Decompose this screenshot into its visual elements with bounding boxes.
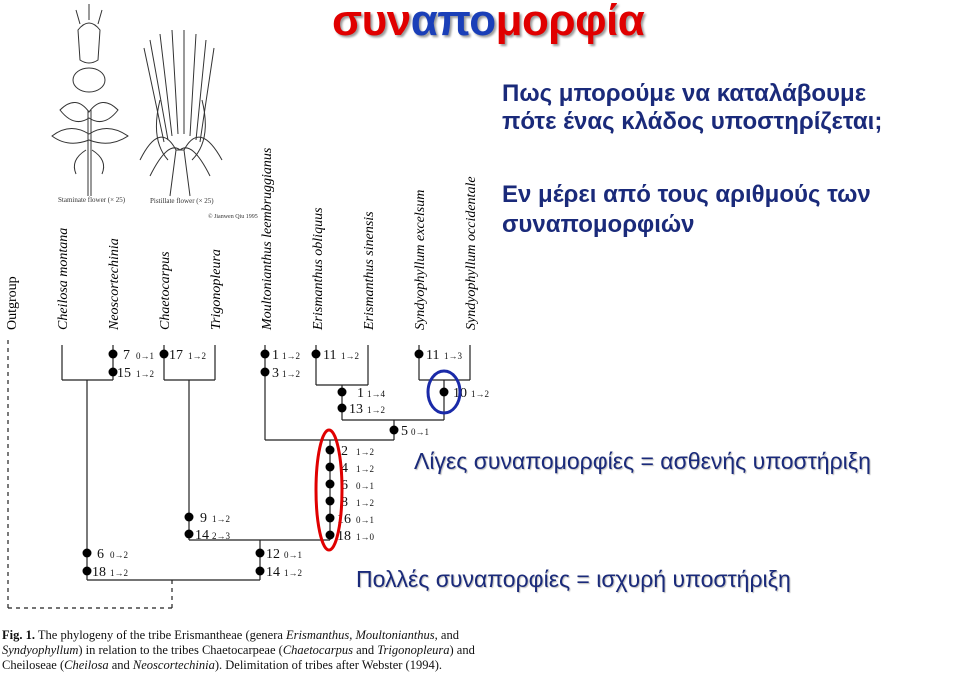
char-number: 7 <box>123 348 130 363</box>
char-number: 16 <box>337 512 351 527</box>
char-number: 14 <box>266 565 280 580</box>
char-transition: 1→2 <box>341 351 359 361</box>
taxon-erismanthus-obliquus: Erismanthus obliquus <box>311 207 326 330</box>
marker <box>326 497 335 506</box>
marker <box>83 567 92 576</box>
taxon-outgroup: Outgroup <box>5 276 20 330</box>
answer-line-2: συναπομορφιών <box>502 211 695 238</box>
char-number: 10 <box>453 386 467 401</box>
caption-genus: Neoscortechinia <box>132 658 215 672</box>
char-number: 3 <box>272 366 279 381</box>
taxon-syndyophyllum-occidentale: Syndyophyllum occidentale <box>464 176 479 330</box>
char-number: 8 <box>341 495 348 510</box>
strong-support-text: Πολλές συναπορφίες = ισχυρή υποστήριξη <box>356 566 791 592</box>
marker <box>338 404 347 413</box>
taxon-cheilosa-montana: Cheilosa montana <box>56 227 71 330</box>
marker <box>185 513 194 522</box>
char-number: 6 <box>97 547 104 562</box>
char-transition: 1→3 <box>444 351 462 361</box>
marker <box>83 549 92 558</box>
char-transition: 1→2 <box>284 568 302 578</box>
char-transition: 1→2 <box>471 389 489 399</box>
marker <box>326 463 335 472</box>
question-line-1: Πως μπορούμε να καταλάβουμε <box>502 80 867 107</box>
char-transition: 1→2 <box>356 464 374 474</box>
char-transition: 1→2 <box>282 369 300 379</box>
char-number: 18 <box>92 565 106 580</box>
char-transition: 1→2 <box>282 351 300 361</box>
title-part-apo: απο <box>410 0 496 45</box>
title-part-morphia: μορφία <box>495 0 645 45</box>
char-transition: 1→0 <box>356 532 374 542</box>
figure-caption <box>2 628 502 673</box>
caption-fig-label: Fig. 1. <box>2 628 35 642</box>
char-number: 1 <box>357 386 364 401</box>
taxon-syndyophyllum-excelsum: Syndyophyllum excelsum <box>413 189 428 330</box>
caption-text: and <box>437 628 459 642</box>
marker <box>185 530 194 539</box>
char-transition: 1→2 <box>212 514 230 524</box>
char-number: 11 <box>323 348 337 363</box>
caption-genus: Trigonopleura <box>377 643 450 657</box>
taxon-trigonopleura: Trigonopleura <box>209 249 224 330</box>
char-number: 4 <box>341 461 348 476</box>
char-number: 15 <box>117 366 131 381</box>
char-number: 9 <box>200 511 207 526</box>
char-number: 11 <box>426 348 440 363</box>
marker <box>256 549 265 558</box>
char-transition: 1→2 <box>188 351 206 361</box>
marker <box>326 514 335 523</box>
caption-text: ) in relation to the tribes Chaetocarpeae ( <box>78 643 283 657</box>
answer-line-1: Εν μέρει από τους αριθμούς των <box>502 181 871 208</box>
marker <box>415 350 424 359</box>
caption-text: and <box>352 643 378 657</box>
caption-genus: Syndyophyllum <box>2 643 79 657</box>
caption-text: ) and Cheiloseae ( <box>2 643 475 672</box>
pistillate-flower-drawing <box>140 30 222 196</box>
caption-text: ). Delimitation of tribes after Webster (1994). <box>214 658 443 672</box>
char-number: 5 <box>401 424 408 439</box>
title-part-syn: συν <box>332 0 411 45</box>
marker <box>261 350 270 359</box>
char-number: 1 <box>272 348 279 363</box>
char-number: 18 <box>337 529 351 544</box>
char-transition: 1→2 <box>110 568 128 578</box>
char-number: 13 <box>349 402 363 417</box>
caption-text: The phylogeny of the tribe Erismantheae (genera <box>34 628 287 642</box>
char-transition: 1→2 <box>367 405 385 415</box>
char-transition: 2→3 <box>212 531 230 541</box>
char-number: 12 <box>266 547 280 562</box>
staminate-flower-drawing <box>52 4 128 196</box>
caption-genus: Chaetocarpus <box>282 643 353 657</box>
marker <box>109 350 118 359</box>
char-number: 6 <box>341 478 348 493</box>
question-line-2: πότε ένας κλάδος υποστηρίζεται; <box>502 108 883 135</box>
char-number: 14 <box>195 528 209 543</box>
taxon-chaetocarpus: Chaetocarpus <box>158 251 173 330</box>
caption-genus: Cheilosa <box>64 658 109 672</box>
marker <box>390 426 399 435</box>
caption-genus: Erismanthus, Moultonianthus, <box>286 628 438 642</box>
char-transition: 0→1 <box>411 427 429 437</box>
marker <box>326 480 335 489</box>
marker <box>326 531 335 540</box>
taxon-moultonianthus: Moultonianthus leembruggianus <box>260 147 275 330</box>
marker <box>160 350 169 359</box>
marker <box>440 388 449 397</box>
staminate-label: Staminate flower (× 25) <box>58 196 126 204</box>
char-transition: 1→4 <box>367 389 385 399</box>
char-transition: 1→2 <box>356 498 374 508</box>
marker <box>312 350 321 359</box>
weak-support-text: Λίγες συναπομορφίες = ασθενής υποστήριξη <box>414 448 871 474</box>
pistillate-label: Pistillate flower (× 25) <box>150 197 214 205</box>
char-transition: 0→1 <box>284 550 302 560</box>
taxon-erismanthus-sinensis: Erismanthus sinensis <box>362 211 377 330</box>
marker <box>326 446 335 455</box>
marker <box>338 388 347 397</box>
char-transition: 0→1 <box>356 515 374 525</box>
char-transition: 0→1 <box>136 351 154 361</box>
char-transition: 0→1 <box>356 481 374 491</box>
marker <box>261 368 270 377</box>
char-number: 2 <box>341 444 348 459</box>
drawing-credit: © Jianwen Qiu 1995 <box>208 214 258 220</box>
char-transition: 1→2 <box>356 447 374 457</box>
caption-text: and <box>108 658 133 672</box>
char-transition: 1→2 <box>136 369 154 379</box>
taxon-neoscortechinia: Neoscortechinia <box>107 238 122 330</box>
char-number: 17 <box>169 348 183 363</box>
marker <box>256 567 265 576</box>
char-transition: 0→2 <box>110 550 128 560</box>
